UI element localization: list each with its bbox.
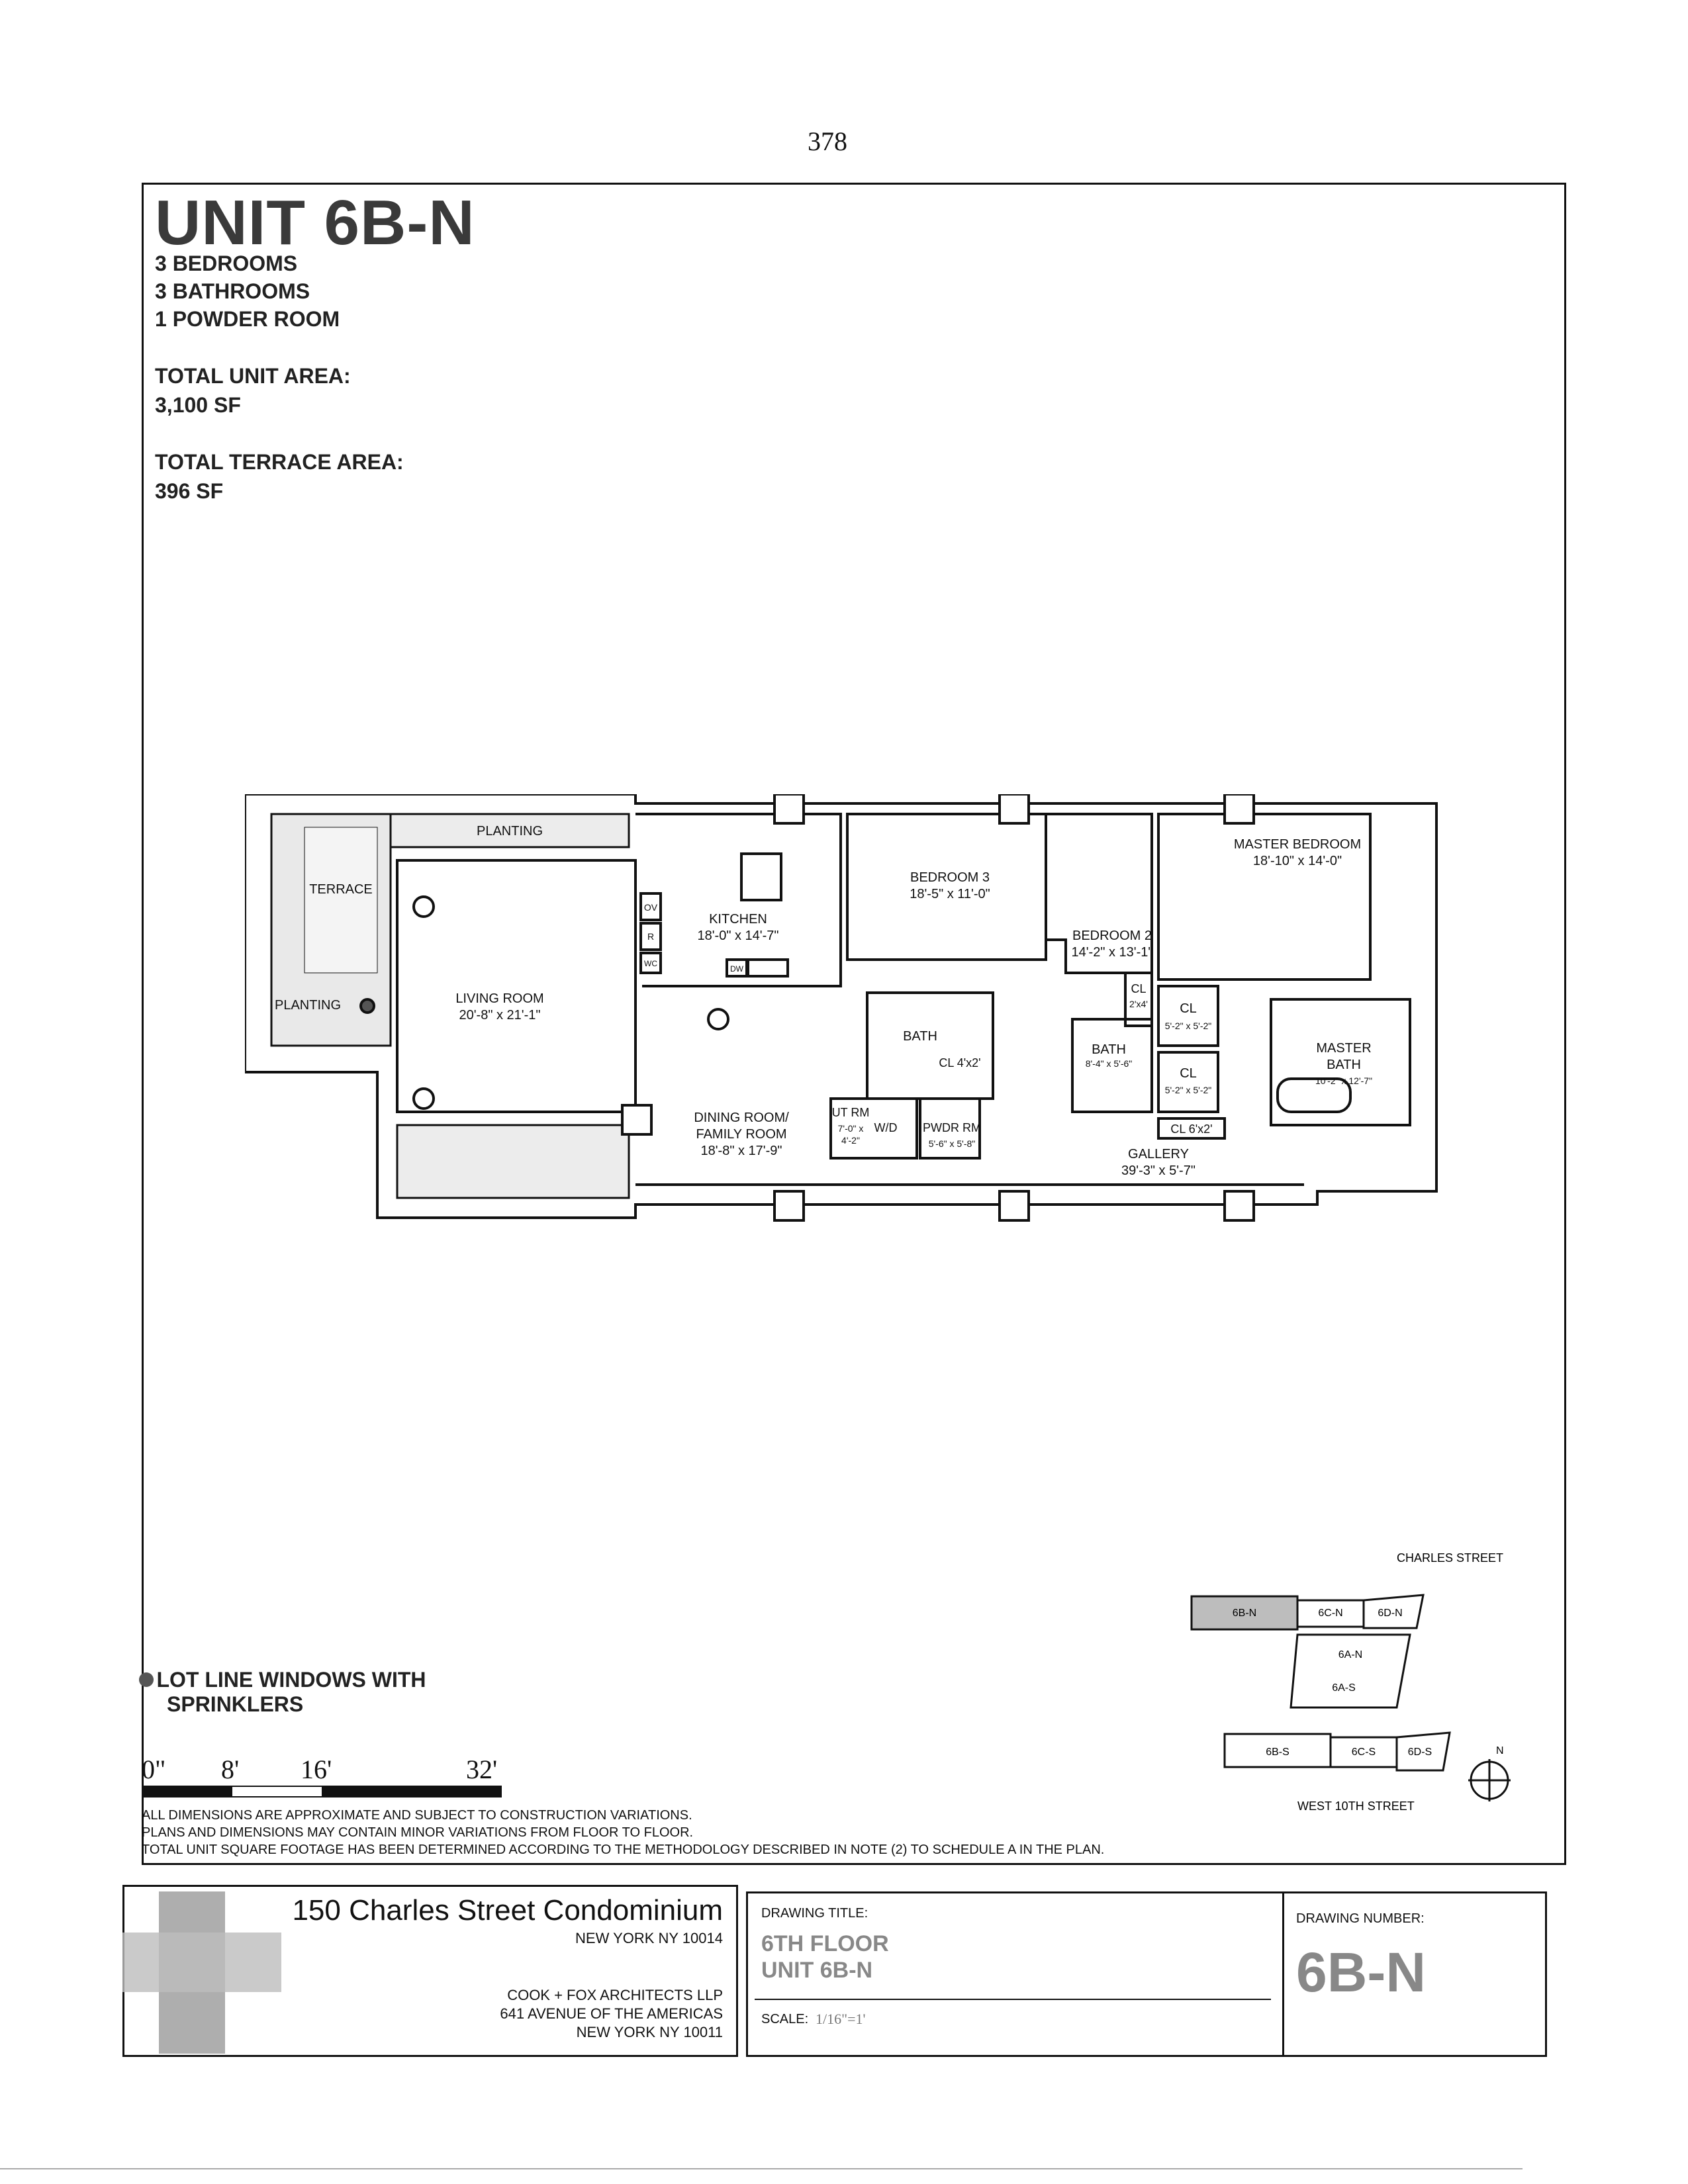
ut-rm-dim2: 4'-2" [841, 1135, 860, 1146]
bedrooms-count: 3 BEDROOMS [155, 251, 298, 275]
cl-6x2-label: CL 6'x2' [1170, 1122, 1213, 1136]
living-room-wall [397, 860, 635, 1112]
scale-16: 16' [301, 1754, 332, 1784]
planting-side-label: PLANTING [274, 998, 342, 1013]
cl-b-dim: 5'-2" x 5'-2" [1164, 1021, 1212, 1031]
page-number: 378 [808, 126, 847, 156]
kitchen-dim: 18'-0" x 14'-7" [697, 929, 779, 943]
bathrooms-count: 3 BATHROOMS [155, 279, 310, 303]
keyplan-label-6an: 6A-N [1338, 1649, 1363, 1661]
keyplan-label-6bs: 6B-S [1266, 1747, 1289, 1758]
lot-line-dot-icon [139, 1672, 154, 1687]
notes [142, 1807, 1104, 1858]
oven-label: OV [643, 902, 658, 913]
keyplan-label-6cn: 6C-N [1318, 1608, 1343, 1619]
lot-line-window [361, 999, 374, 1013]
sink [748, 960, 788, 976]
project-city: NEW YORK NY 10014 [575, 1930, 723, 1946]
dw-label: DW [730, 964, 743, 974]
scan-edge [0, 2168, 1523, 2169]
unit-area-value: 3,100 SF [155, 393, 241, 417]
keyplan-label-6bn: 6B-N [1232, 1608, 1257, 1619]
bath2-label: BATH [1092, 1042, 1126, 1057]
keyplan-label-6as: 6A-S [1332, 1682, 1356, 1694]
terrace-label: TERRACE [309, 882, 373, 897]
lot-line-window [414, 897, 434, 917]
master-bed-dim: 18'-10" x 14'-0" [1252, 854, 1342, 868]
cl-b-label: CL [1180, 1001, 1197, 1016]
cl-c-label: CL [1180, 1066, 1197, 1081]
terrace-grid [305, 827, 377, 973]
dining-label-1: DINING ROOM/ [694, 1111, 789, 1125]
ut-rm-dim1: 7'-0" x [837, 1123, 864, 1134]
firm-logo-bar [122, 1933, 281, 1992]
keyplan-unit-6a [1291, 1635, 1410, 1707]
bedroom2-dim: 14'-2" x 13'-1" [1071, 945, 1153, 960]
scale-bar [142, 1786, 502, 1797]
column [622, 1105, 651, 1134]
drawing-title-label: DRAWING TITLE: [761, 1906, 868, 1921]
dining-dim: 18'-8" x 17'-9" [700, 1144, 782, 1158]
note-1: ALL DIMENSIONS ARE APPROXIMATE AND SUBJECT TO CONSTRUCTION VARIATIONS. [142, 1808, 692, 1823]
drawing-number: 6B-N [1296, 1941, 1427, 2003]
project-name: 150 Charles Street Condominium [292, 1894, 723, 1927]
column [1225, 1191, 1254, 1220]
bedroom3-dim: 18'-5" x 11'-0" [910, 887, 990, 901]
master-bath-label-2: BATH [1327, 1058, 1361, 1072]
scale-8: 8' [221, 1754, 240, 1784]
powder-room-count: 1 POWDER ROOM [155, 307, 340, 331]
cl-a-dim: 2'x4' [1129, 999, 1148, 1009]
scale-label: SCALE: [761, 2012, 809, 2026]
legend [139, 1668, 426, 1717]
closet-cl-c [1158, 1052, 1218, 1112]
legend-line1: LOT LINE WINDOWS WITH [156, 1668, 426, 1692]
closet-cl-b [1158, 986, 1218, 1046]
pwdr-label: PWDR RM [923, 1121, 981, 1134]
street-bottom: WEST 10TH STREET [1297, 1799, 1415, 1813]
kitchen-island [741, 854, 781, 900]
drawing-title-line2: UNIT 6B-N [761, 1958, 873, 1983]
gallery-dim: 39'-3" x 5'-7" [1121, 1163, 1196, 1178]
planting-top-label: PLANTING [476, 824, 543, 839]
title-divider [755, 1999, 1271, 2000]
key-plan [1145, 1549, 1542, 1827]
gallery-label: GALLERY [1128, 1147, 1189, 1161]
bath1-wall [867, 993, 993, 1099]
wc-label: WC [644, 959, 657, 968]
bath-label: BATH [903, 1029, 937, 1044]
dining-label-2: FAMILY ROOM [696, 1127, 787, 1142]
architect-address: 641 AVENUE OF THE AMERICAS [500, 2005, 723, 2022]
bedroom3-label: BEDROOM 3 [910, 870, 990, 885]
cl-a-label: CL [1131, 982, 1147, 995]
bottom-planter [397, 1125, 629, 1198]
wd-label: W/D [874, 1121, 898, 1134]
fridge-label: R [647, 931, 655, 942]
master-bed-label: MASTER BEDROOM [1233, 837, 1362, 852]
drawing-title-line1: 6TH FLOOR [761, 1931, 889, 1956]
pwdr-dim: 5'-6" x 5'-8" [928, 1138, 976, 1149]
unit-title: UNIT 6B-N [155, 187, 475, 258]
north-label: N [1496, 1745, 1504, 1756]
street-top: CHARLES STREET [1397, 1551, 1504, 1565]
scale-32: 32' [466, 1754, 498, 1784]
master-bath-dim: 10'-2" x 12'-7" [1315, 1075, 1373, 1086]
bath2-dim: 8'-4" x 5'-6" [1085, 1058, 1133, 1069]
keyplan-label-6cs: 6C-S [1351, 1747, 1376, 1758]
kitchen-label: KITCHEN [709, 912, 767, 927]
living-room-dim: 20'-8" x 21'-1" [459, 1008, 541, 1023]
living-room-label: LIVING ROOM [455, 991, 544, 1006]
lot-line-window [708, 1009, 728, 1029]
scale-value: 1/16"=1' [816, 2011, 866, 2027]
drawing-number-label: DRAWING NUMBER: [1296, 1911, 1425, 1926]
cl-c-dim: 5'-2" x 5'-2" [1164, 1085, 1212, 1095]
keyplan-label-6dn: 6D-N [1378, 1608, 1403, 1619]
column [774, 794, 804, 823]
column [1000, 794, 1029, 823]
keyplan-label-6ds: 6D-S [1407, 1747, 1432, 1758]
terrace-area-label: TOTAL TERRACE AREA: [155, 450, 404, 474]
column [1000, 1191, 1029, 1220]
terrace-area-value: 396 SF [155, 479, 224, 503]
floor-plan [245, 794, 1456, 1231]
bedroom2-label: BEDROOM 2 [1072, 929, 1152, 943]
column [1225, 794, 1254, 823]
unit-area-label: TOTAL UNIT AREA: [155, 364, 351, 388]
ut-rm-label: UT RM [831, 1106, 870, 1119]
legend-line2: SPRINKLERS [167, 1692, 304, 1716]
scale-labels [142, 1754, 539, 1787]
lot-line-window [414, 1089, 434, 1109]
cl-4x2-label: CL 4'x2' [939, 1056, 981, 1069]
note-3: TOTAL UNIT SQUARE FOOTAGE HAS BEEN DETERMINED ACCORDING TO THE METHODOLOGY DESCRIBED IN NOTE (2) TO SCHEDULE A IN THE PLAN. [142, 1843, 1105, 1857]
architect-name: COOK + FOX ARCHITECTS LLP [507, 1987, 723, 2003]
scale-0: 0" [142, 1754, 166, 1784]
column [774, 1191, 804, 1220]
note-2: PLANS AND DIMENSIONS MAY CONTAIN MINOR VARIATIONS FROM FLOOR TO FLOOR. [142, 1825, 694, 1840]
master-bath-label-1: MASTER [1316, 1041, 1372, 1056]
architect-city: NEW YORK NY 10011 [576, 2024, 723, 2040]
